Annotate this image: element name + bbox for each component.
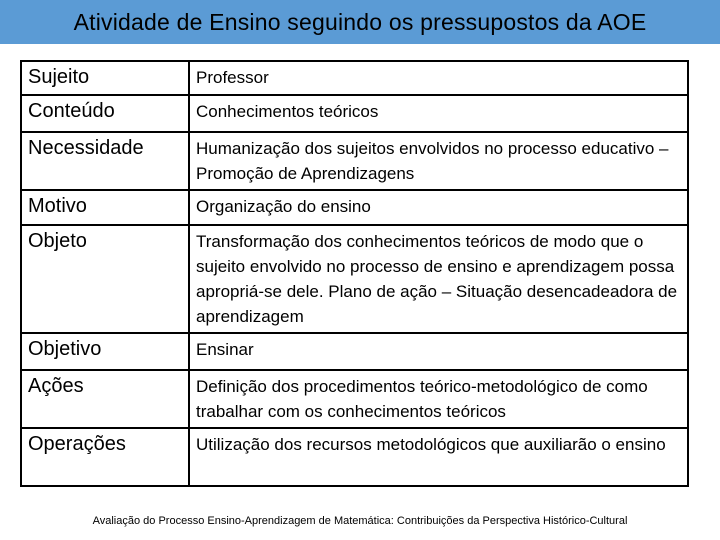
footer-citation: Avaliação do Processo Ensino-Aprendizagem de Matemática: Contribuições da Perspectiva Histórico-Cultural [92,515,628,527]
table-row [21,333,688,370]
table-row [21,225,688,333]
row-label: Objetivo [21,333,189,370]
row-label: Conteúdo [21,95,189,132]
slide-title: Atividade de Ensino seguindo os pressupostos da AOE [73,8,647,35]
row-label: Motivo [21,190,189,225]
table-row [21,132,688,190]
aoe-table [20,60,689,487]
title-bar [0,0,720,44]
table-row [21,95,688,132]
row-label: Necessidade [21,132,189,190]
row-value: Humanização dos sujeitos envolvidos no processo educativo – Promoção de Aprendizagens [189,132,688,190]
row-value: Professor [189,61,688,95]
row-value: Conhecimentos teóricos [189,95,688,132]
table-row [21,61,688,95]
row-label: Objeto [21,225,189,333]
row-value: Organização do ensino [189,190,688,225]
row-label: Ações [21,370,189,428]
table-row [21,190,688,225]
row-label: Sujeito [21,61,189,95]
row-value: Ensinar [189,333,688,370]
row-value: Utilização dos recursos metodológicos que auxiliarão o ensino [189,428,688,486]
row-value: Definição dos procedimentos teórico-metodológico de como trabalhar com os conhecimentos teóricos [189,370,688,428]
table-row [21,428,688,486]
row-value: Transformação dos conhecimentos teóricos de modo que o sujeito envolvido no processo de ensino e aprendizagem possa apropriá-se dele. Plano de ação – Situação desencadeadora de aprendizagem [189,225,688,333]
table-row [21,370,688,428]
row-label: Operações [21,428,189,486]
